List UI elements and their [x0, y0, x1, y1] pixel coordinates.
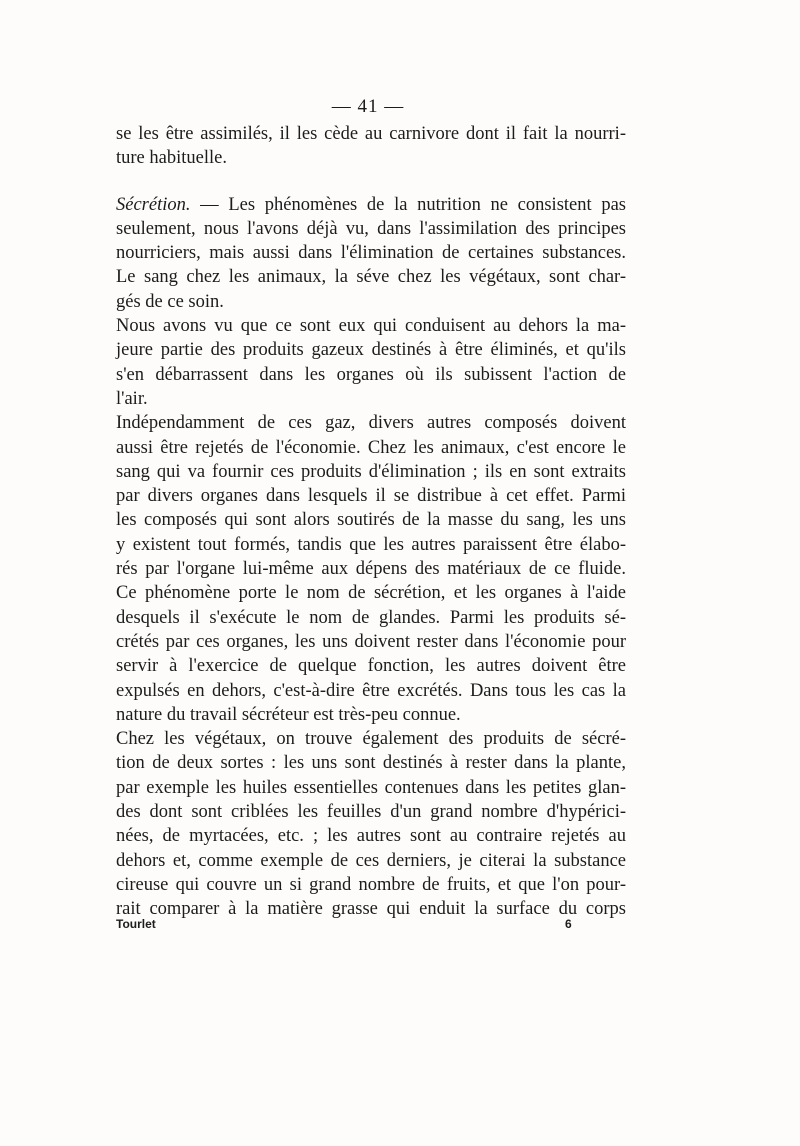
text-line: dehors et, comme exemple de ces derniers, je citerai la substance	[116, 850, 626, 871]
text-line: nées, de myrtacées, etc. ; les autres sont au contraire rejetés au	[116, 826, 626, 847]
text-line: sang qui va fournir ces produits d'élimination ; ils en sont extraits	[116, 461, 626, 482]
text-line: tion de deux sortes : les uns sont destinés à rester dans la plante,	[116, 753, 626, 774]
text-line: seulement, nous l'avons déjà vu, dans l'assimilation des principes	[116, 218, 626, 239]
text-line: Indépendamment de ces gaz, divers autres composés doivent	[116, 413, 626, 434]
text-line: se les être assimilés, il les cède au carnivore dont il fait la nourri-	[116, 124, 626, 144]
text-line: des dont sont criblées les feuilles d'un grand nombre d'hypérici-	[116, 802, 626, 823]
text-line: les composés qui sont alors soutirés de la masse du sang, les uns	[116, 510, 626, 531]
text-line: aussi être rejetés de l'économie. Chez les animaux, c'est encore le	[116, 437, 626, 458]
text-line: Le sang chez les animaux, la séve chez les végétaux, sont char-	[116, 267, 626, 288]
text-line: desquels il s'exécute le nom de glandes. Parmi les produits sé-	[116, 607, 626, 628]
text-line: expulsés en dehors, c'est-à-dire être excrétés. Dans tous les cas la	[116, 680, 626, 701]
text-line: Ce phénomène porte le nom de sécrétion, et les organes à l'aide	[116, 583, 626, 604]
text-line	[116, 193, 626, 217]
text-line: y existent tout formés, tandis que les autres paraissent être élabo-	[116, 534, 626, 555]
text-line: par divers organes dans lesquels il se distribue à cet effet. Parmi	[116, 486, 626, 507]
text-line: Chez les végétaux, on trouve également des produits de sécré-	[116, 729, 626, 750]
text-line: crétés par ces organes, les uns doivent rester dans l'économie pour	[116, 631, 626, 652]
text-line: l'air.	[116, 388, 148, 409]
body-text	[116, 122, 626, 922]
section-title: Sécrétion.	[116, 194, 191, 215]
text-line: s'en débarrassent dans les organes où ils subissent l'action de	[116, 364, 626, 385]
text-line: Nous avons vu que ce sont eux qui conduisent au dehors la ma-	[116, 316, 626, 337]
text-line: ture habituelle.	[116, 148, 227, 169]
text-line: jeure partie des produits gazeux destinés à être éliminés, et qu'ils	[116, 340, 626, 361]
section-title-text: — Les phénomènes de la nutrition ne consistent pas	[190, 194, 626, 215]
text-line: par exemple les huiles essentielles contenues dans les petites glan-	[116, 777, 626, 798]
text-line: servir à l'exercice de quelque fonction, les autres doivent être	[116, 656, 626, 677]
footer-signature-mark: 6	[565, 917, 572, 931]
text-line: rait comparer à la matière grasse qui enduit la surface du corps	[116, 899, 626, 920]
text-line: gés de ce soin.	[116, 291, 224, 312]
paragraph-gap	[116, 171, 626, 193]
text-line: cireuse qui couvre un si grand nombre de fruits, et que l'on pour-	[116, 874, 626, 895]
text-line: rés par l'organe lui-même aux dépens des matériaux de ce fluide.	[116, 559, 626, 580]
page-number: — 41 —	[331, 96, 405, 117]
text-line: nourriciers, mais aussi dans l'élimination de certaines substances.	[116, 243, 626, 264]
footer-author: Tourlet	[116, 917, 156, 931]
text-line: nature du travail sécréteur est très-peu connue.	[116, 704, 461, 725]
